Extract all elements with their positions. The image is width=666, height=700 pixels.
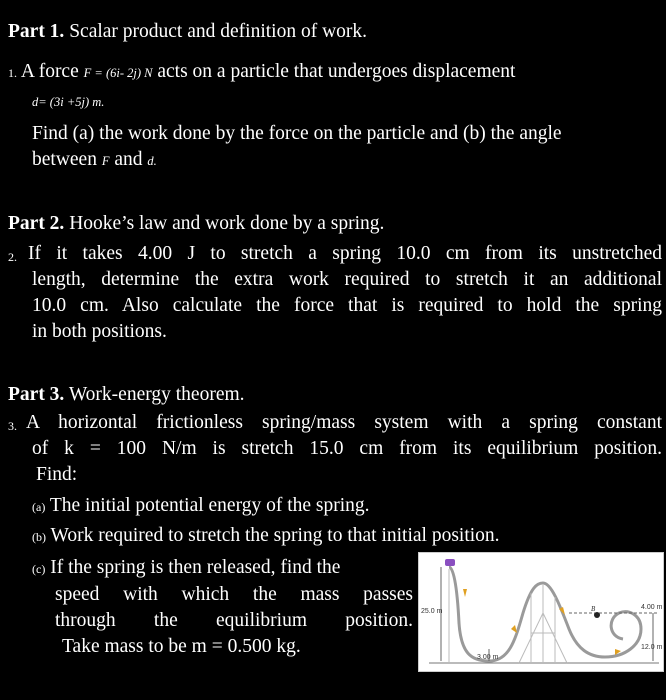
label-4m: 4.00 m [641,604,663,611]
part1-question-line1 [8,60,515,85]
part3-item-c-line: Take mass to be m = 0.500 kg. [62,636,301,657]
item-text: Work required to stretch the spring to that initial position. [50,525,500,546]
part3-line: of k = 100 N/m is stretch 15.0 cm from its equilibrium position. [32,438,662,459]
displacement-expression: d= (3i +5j) m. [32,95,105,109]
item-label: (b) [32,530,46,544]
displacement-symbol: d. [147,154,157,168]
part2-line: If it takes 4.00 J to stretch a spring 10.0 cm from its unstretched [28,243,662,264]
label-25m: 25.0 m [421,608,443,615]
item-text: If the spring is then released, find the [50,557,341,578]
item-text: The initial potential energy of the spring. [49,495,370,516]
part2-heading-text: Hooke’s law and work done by a spring. [69,213,385,234]
part3-item-c-line: speed with which the mass passes [55,584,413,605]
question-number [8,413,17,438]
part2-line: 10.0 cm. Also calculate the force that is required to hold the spring [32,295,662,316]
part1-find-line1: Find (a) the work done by the force on the particle and (b) the angle [32,123,562,144]
find-text: between [32,149,97,170]
part1-heading-text: Scalar product and definition of work. [69,21,368,42]
label-B: B [591,605,596,613]
question-number-label: 3. [8,419,17,433]
part1-heading [8,20,367,44]
roller-coaster-figure [418,552,664,672]
part3-item-c [32,556,340,581]
part2-line: length, determine the extra work required to stretch it an additional [32,269,662,290]
part3-item-b [32,524,500,549]
part3-heading [8,383,245,407]
force-symbol: F [101,154,110,168]
question-number-label: 2. [8,250,17,264]
track-path [449,567,641,661]
force-expression: F = (6i- 2j) N [83,66,153,80]
question-text: A force [20,61,79,82]
cart-icon [445,559,455,566]
item-label: (a) [32,500,46,514]
item-label: (c) [32,562,46,576]
motion-arrows [463,589,621,655]
part3-heading-bold: Part 3. [8,384,65,405]
part2-heading [8,212,384,236]
part3-item-c-line: through the equilibrium position. [55,610,413,631]
label-3m: 3.00 m [477,654,499,661]
part3-line: Find: [36,464,78,485]
part2-line: in both positions. [32,321,167,342]
point-b-marker [594,612,600,618]
question-number: 1. [8,66,17,80]
part3-item-a [32,494,370,519]
question-text: acts on a particle that undergoes displacement [157,61,516,82]
part1-find-line2 [32,148,157,173]
part3-line: A horizontal frictionless spring/mass system with a spring constant [26,412,662,433]
part1-heading-bold: Part 1. [8,21,65,42]
label-12m: 12.0 m [641,644,663,651]
find-text: and [114,149,143,170]
part2-heading-bold: Part 2. [8,213,65,234]
roller-coaster-drawing [419,553,663,671]
question-number [8,244,17,269]
part3-heading-text: Work-energy theorem. [68,384,245,405]
